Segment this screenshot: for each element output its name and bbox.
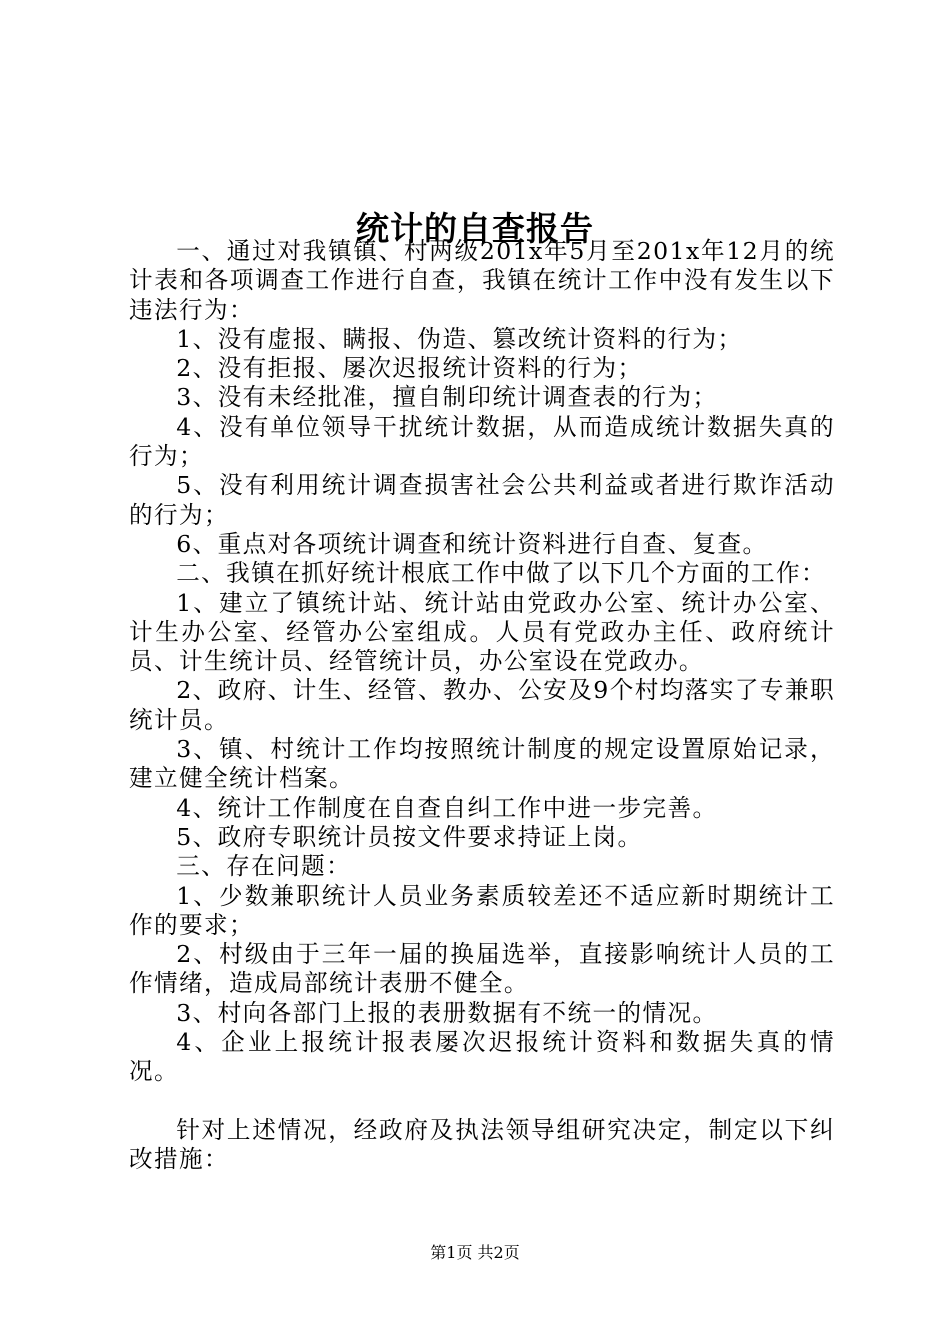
paragraph-item: 2、没有拒报、屡次迟报统计资料的行为； <box>176 354 643 383</box>
paragraph-item: 2、村级由于三年一届的换届选举，直接影响统计人员的工作情绪，造成局部统计表册不健全。 <box>129 940 835 998</box>
paragraph-item: 3、没有未经批准，擅自制印统计调查表的行为； <box>176 383 718 412</box>
paragraph-item: 4、统计工作制度在自查自纠工作中进一步完善。 <box>176 793 718 822</box>
document-body <box>129 237 835 1175</box>
paragraph-section-3-heading: 三、存在问题： <box>176 852 352 881</box>
paragraph-item: 1、少数兼职统计人员业务素质较差还不适应新时期统计工作的要求； <box>129 881 835 939</box>
page-footer: 第1页 共2页 <box>430 1243 520 1262</box>
paragraph-item: 5、没有利用统计调查损害社会公共利益或者进行欺诈活动的行为； <box>129 471 835 529</box>
paragraph-item: 3、镇、村统计工作均按照统计制度的规定设置原始记录，建立健全统计档案。 <box>129 735 835 793</box>
paragraph-item: 4、没有单位领导干扰统计数据，从而造成统计数据失真的行为； <box>129 412 835 471</box>
paragraph-item: 4、企业上报统计报表屡次迟报统计资料和数据失真的情况。 <box>129 1028 835 1086</box>
paragraph-item: 5、政府专职统计员按文件要求持证上岗。 <box>176 822 643 851</box>
paragraph-section-1-intro: 一、通过对我镇镇、村两级201x年5月至201x年12月的统计表和各项调查工作进行自查，我镇在统计工作中没有发生以下违法行为： <box>129 237 835 324</box>
paragraph-section-2-heading: 二、我镇在抓好统计根底工作中做了以下几个方面的工作： <box>176 559 827 588</box>
paragraph-item: 2、政府、计生、经管、教办、公安及9个村均落实了专兼职统计员。 <box>129 676 835 734</box>
paragraph-item: 1、没有虚报、瞒报、伪造、篡改统计资料的行为； <box>176 324 743 353</box>
page-title: 统计的自查报告 <box>356 209 594 249</box>
paragraph-item: 6、重点对各项统计调查和统计资料进行自查、复查。 <box>176 529 768 558</box>
paragraph-item: 3、村向各部门上报的表册数据有不统一的情况。 <box>176 998 718 1027</box>
paragraph-item: 1、建立了镇统计站、统计站由党政办公室、统计办公室、计生办公室、经管办公室组成。人员有党政办主任、政府统计员、计生统计员、经管统计员，办公室设在党政办。 <box>129 588 835 676</box>
paragraph-measures: 针对上述情况，经政府及执法领导组研究决定，制定以下纠改措施： <box>129 1115 835 1174</box>
